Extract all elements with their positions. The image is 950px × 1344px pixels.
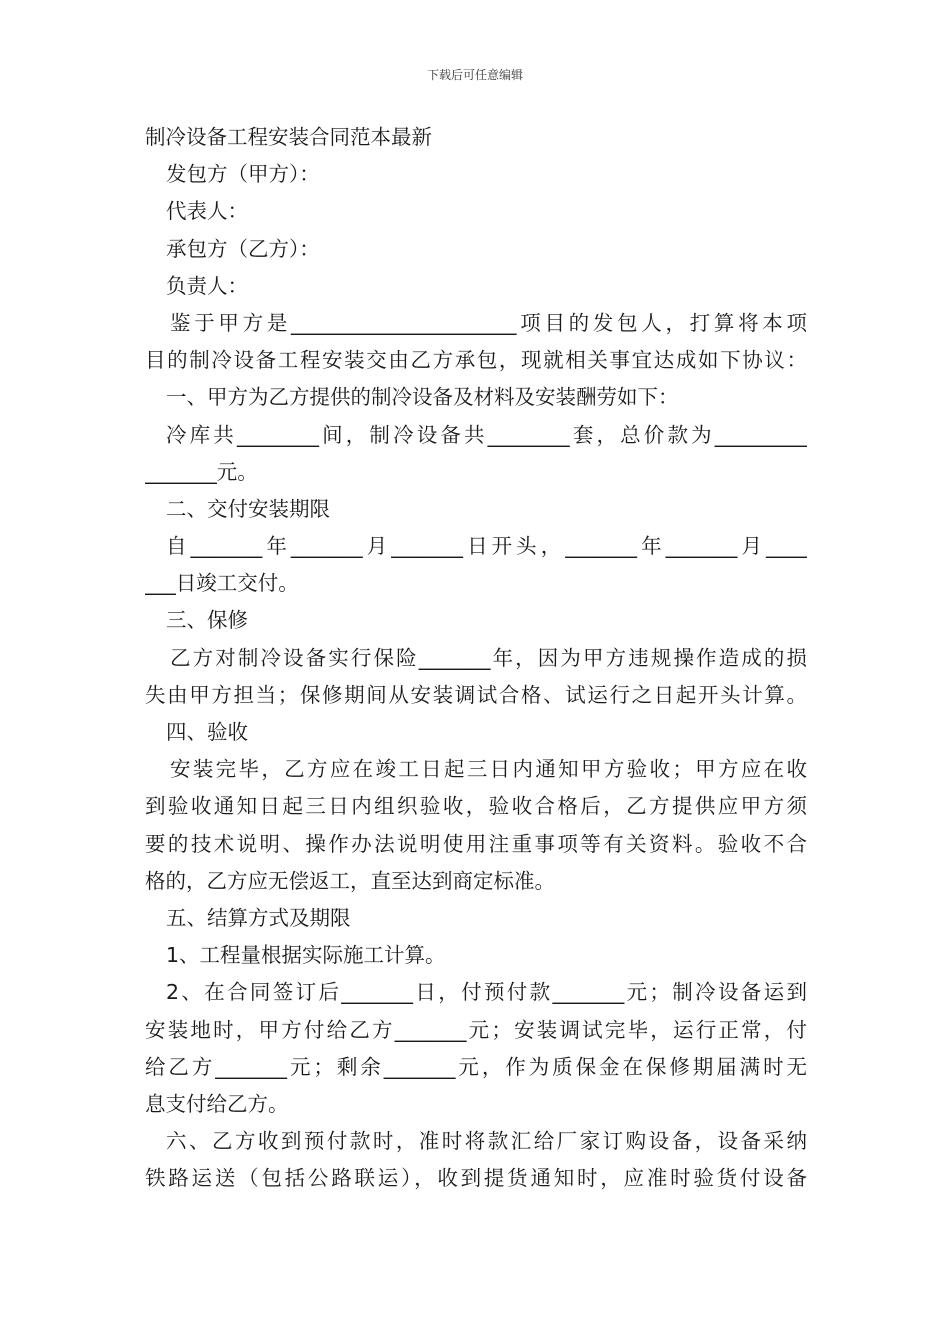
page-header-note: 下载后可任意编辑 (426, 68, 523, 82)
paragraph-line: 安装完毕，乙方应在竣工日起三日内通知甲方验收；甲方应在收 (170, 757, 807, 782)
section-heading: 二、交付安装期限 (166, 496, 330, 521)
paragraph-line: 六、乙方收到预付款时，准时将款汇给厂家订购设备，设备采纳 (166, 1129, 807, 1154)
paragraph-line: 铁路运送（包括公路联运），收到提货通知时，应准时验货付设备 (145, 1166, 807, 1191)
paragraph-line: 自_______年_______月_______日开头，_______年_______月____ (166, 534, 807, 559)
party-b-line: 承包方（乙方）： (166, 236, 320, 261)
section-heading: 四、验收 (166, 720, 248, 744)
paragraph-line: 2、在合同签订后_______日，付预付款_______元；制冷设备运到 (166, 980, 807, 1005)
paragraph-line: 鉴于甲方是______________________项目的发包人，打算将本项 (170, 310, 807, 335)
paragraph-line: 乙方对制冷设备实行保险_______年，因为甲方违规操作造成的损 (170, 645, 807, 670)
section-heading: 三、保修 (166, 608, 248, 633)
paragraph-line: 格的，乙方应无偿返工，直至达到商定标准。 (145, 868, 555, 893)
paragraph-line: 目的制冷设备工程安装交由乙方承包，现就相关事宜达成如下协议： (145, 348, 807, 373)
paragraph-line: 要的技术说明、操作办法说明使用注重事项等有关资料。验收不合 (145, 831, 807, 856)
document-title: 制冷设备工程安装合同范本最新 (145, 125, 432, 149)
paragraph-line: 息支付给乙方。 (145, 1091, 289, 1116)
paragraph-line: _______元。 (145, 459, 258, 484)
representative-line: 代表人： (166, 199, 248, 224)
paragraph-line: ___日竣工交付。 (145, 571, 299, 596)
paragraph-line: 给乙方_______元；剩余_______元，作为质保金在保修期届满时无 (145, 1054, 807, 1079)
party-a-line: 发包方（甲方）： (166, 162, 320, 187)
paragraph-line: 到验收通知日起三日内组织验收，验收合格后，乙方提供应甲方须 (145, 794, 807, 819)
paragraph-line: 1、工程量根据实际施工计算。 (166, 943, 446, 968)
responsible-person-line: 负责人： (166, 273, 248, 298)
paragraph-line: 失由甲方担当；保修期间从安装调试合格、试运行之日起开头计算。 (145, 682, 807, 707)
contract-document (145, 119, 807, 1197)
section-heading: 一、甲方为乙方提供的制冷设备及材料及安装酬劳如下： (166, 385, 679, 410)
paragraph-line: 安装地时，甲方付给乙方_______元；安装调试完毕，运行正常，付 (145, 1017, 807, 1042)
section-heading: 五、结算方式及期限 (166, 905, 351, 930)
paragraph-line: 冷库共________间，制冷设备共________套，总价款为_________ (166, 422, 807, 447)
